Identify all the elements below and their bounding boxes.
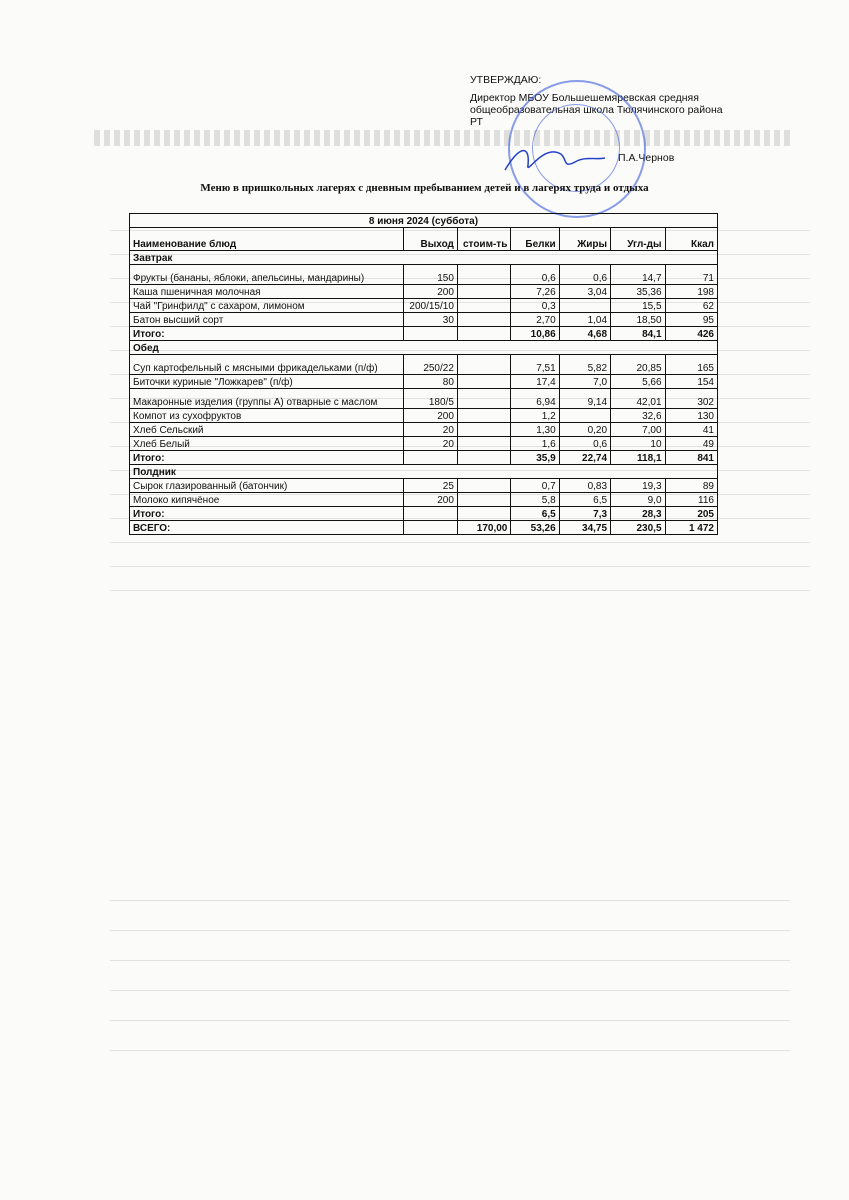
total-row	[130, 451, 718, 465]
table-cell: 180/5	[404, 389, 457, 409]
table-cell: 6,5	[511, 507, 559, 521]
table-cell: 0,6	[559, 437, 610, 451]
table-cell: 302	[665, 389, 717, 409]
table-cell: 20	[404, 437, 457, 451]
table-cell: 35,9	[511, 451, 559, 465]
date-header-row	[130, 214, 718, 228]
table-cell: Батон высший сорт	[130, 313, 404, 327]
table-cell: 14,7	[611, 265, 665, 285]
table-cell: Сырок глазированный (батончик)	[130, 479, 404, 493]
table-cell: 18,50	[611, 313, 665, 327]
table-cell: 1,2	[511, 409, 559, 423]
table-cell	[457, 327, 510, 341]
table-cell	[457, 265, 510, 285]
table-cell: 130	[665, 409, 717, 423]
table-cell: Молоко кипячёное	[130, 493, 404, 507]
table-cell	[404, 507, 457, 521]
table-cell: Суп картофельный с мясными фрикадельками (п/ф)	[130, 355, 404, 375]
table-row	[130, 437, 718, 451]
table-row	[130, 285, 718, 299]
approval-line-1: Директор МБОУ Большешемяревская средняя	[470, 92, 699, 104]
table-cell: 0,7	[511, 479, 559, 493]
table-cell: 205	[665, 507, 717, 521]
table-cell	[457, 355, 510, 375]
table-cell	[404, 327, 457, 341]
table-cell: Итого:	[130, 451, 404, 465]
table-cell	[457, 299, 510, 313]
table-cell: 71	[665, 265, 717, 285]
table-cell: 5,8	[511, 493, 559, 507]
table-cell: 28,3	[611, 507, 665, 521]
table-cell: 34,75	[559, 521, 610, 535]
table-cell: 80	[404, 375, 457, 389]
table-cell: 7,00	[611, 423, 665, 437]
table-cell: Хлеб Сельский	[130, 423, 404, 437]
section-title: Обед	[130, 341, 718, 355]
table-cell: 116	[665, 493, 717, 507]
table-cell	[457, 389, 510, 409]
table-cell: 84,1	[611, 327, 665, 341]
table-cell: 7,0	[559, 375, 610, 389]
table-row	[130, 409, 718, 423]
table-cell: 0,3	[511, 299, 559, 313]
table-cell: 17,4	[511, 375, 559, 389]
table-cell: 10	[611, 437, 665, 451]
approval-line-2: общеобразовательная школа Тюлячинского района	[470, 104, 723, 116]
table-cell	[457, 493, 510, 507]
table-cell	[457, 451, 510, 465]
table-cell: Хлеб Белый	[130, 437, 404, 451]
approval-label: УТВЕРЖДАЮ:	[470, 74, 542, 86]
menu-table	[129, 213, 718, 535]
table-cell: 2,70	[511, 313, 559, 327]
table-cell: 1,30	[511, 423, 559, 437]
table-cell: Чай "Гринфилд" с сахаром, лимоном	[130, 299, 404, 313]
table-cell: 170,00	[457, 521, 510, 535]
approval-line-3: РТ	[470, 116, 483, 128]
table-cell: 200/15/10	[404, 299, 457, 313]
table-cell	[457, 423, 510, 437]
table-cell: 4,68	[559, 327, 610, 341]
table-cell: 6,5	[559, 493, 610, 507]
bleed-through	[110, 900, 790, 1080]
table-cell: 0,83	[559, 479, 610, 493]
table-cell: 0,6	[559, 265, 610, 285]
table-cell: 200	[404, 409, 457, 423]
table-cell: Угл-ды	[611, 228, 665, 251]
date-header: 8 июня 2024 (суббота)	[130, 214, 718, 228]
table-row	[130, 479, 718, 493]
table-cell: 200	[404, 285, 457, 299]
column-header-row	[130, 228, 718, 251]
table-cell: 89	[665, 479, 717, 493]
table-cell	[457, 437, 510, 451]
table-cell: 49	[665, 437, 717, 451]
section-header-row	[130, 251, 718, 265]
table-cell: 7,3	[559, 507, 610, 521]
grand-total-row	[130, 521, 718, 535]
table-cell	[404, 521, 457, 535]
table-cell: 165	[665, 355, 717, 375]
section-header-row	[130, 465, 718, 479]
table-row	[130, 493, 718, 507]
table-cell: Фрукты (бананы, яблоки, апельсины, мандарины)	[130, 265, 404, 285]
table-cell	[457, 313, 510, 327]
table-cell	[457, 375, 510, 389]
table-cell: 62	[665, 299, 717, 313]
table-cell: 1,6	[511, 437, 559, 451]
section-title: Полдник	[130, 465, 718, 479]
table-cell: Жиры	[559, 228, 610, 251]
approval-signer: П.А.Чернов	[618, 152, 675, 164]
table-cell: 42,01	[611, 389, 665, 409]
table-cell: 9,0	[611, 493, 665, 507]
table-cell: 22,74	[559, 451, 610, 465]
table-cell: Белки	[511, 228, 559, 251]
table-cell: 20,85	[611, 355, 665, 375]
table-cell: Выход	[404, 228, 457, 251]
table-cell: 20	[404, 423, 457, 437]
table-cell: 118,1	[611, 451, 665, 465]
table-cell: 32,6	[611, 409, 665, 423]
table-cell	[457, 285, 510, 299]
table-cell: 7,51	[511, 355, 559, 375]
table-cell: 19,3	[611, 479, 665, 493]
total-row	[130, 327, 718, 341]
table-cell: 150	[404, 265, 457, 285]
table-cell	[559, 299, 610, 313]
bleed-through	[90, 130, 790, 146]
section-header-row	[130, 341, 718, 355]
table-cell	[404, 451, 457, 465]
table-cell: стоим-ть	[457, 228, 510, 251]
table-row	[130, 375, 718, 389]
page-title: Меню в пришкольных лагерях с дневным пребыванием детей и в лагерях труда и отдыха	[200, 182, 649, 194]
table-row	[130, 389, 718, 409]
table-cell: Ккал	[665, 228, 717, 251]
table-cell: 30	[404, 313, 457, 327]
table-cell: 1 472	[665, 521, 717, 535]
table-cell: 10,86	[511, 327, 559, 341]
table-cell: 200	[404, 493, 457, 507]
section-title: Завтрак	[130, 251, 718, 265]
table-cell: 3,04	[559, 285, 610, 299]
table-cell: 7,26	[511, 285, 559, 299]
table-row	[130, 423, 718, 437]
table-cell: 6,94	[511, 389, 559, 409]
table-cell: Итого:	[130, 507, 404, 521]
total-row	[130, 507, 718, 521]
table-cell: Макаронные изделия (группы А) отварные с маслом	[130, 389, 404, 409]
table-cell: Биточки куриные "Ложкарев" (п/ф)	[130, 375, 404, 389]
table-cell	[559, 409, 610, 423]
table-cell: 5,82	[559, 355, 610, 375]
table-cell: 41	[665, 423, 717, 437]
table-cell: Каша пшеничная молочная	[130, 285, 404, 299]
table-cell: 250/22	[404, 355, 457, 375]
table-cell: 53,26	[511, 521, 559, 535]
table-cell	[457, 479, 510, 493]
table-cell: ВСЕГО:	[130, 521, 404, 535]
table-cell: 15,5	[611, 299, 665, 313]
table-cell: Наименование блюд	[130, 228, 404, 251]
table-cell: 35,36	[611, 285, 665, 299]
table-cell: 841	[665, 451, 717, 465]
table-cell: 0,20	[559, 423, 610, 437]
table-cell: 5,66	[611, 375, 665, 389]
table-cell	[457, 507, 510, 521]
table-cell: 25	[404, 479, 457, 493]
table-cell: 9,14	[559, 389, 610, 409]
table-row	[130, 355, 718, 375]
table-row	[130, 313, 718, 327]
table-cell: 230,5	[611, 521, 665, 535]
table-row	[130, 299, 718, 313]
table-cell: 95	[665, 313, 717, 327]
table-cell	[457, 409, 510, 423]
table-cell: Компот из сухофруктов	[130, 409, 404, 423]
table-cell: 426	[665, 327, 717, 341]
table-cell: 1,04	[559, 313, 610, 327]
signature	[500, 140, 610, 180]
table-cell: Итого:	[130, 327, 404, 341]
table-cell: 0,6	[511, 265, 559, 285]
table-row	[130, 265, 718, 285]
table-cell: 198	[665, 285, 717, 299]
table-cell: 154	[665, 375, 717, 389]
